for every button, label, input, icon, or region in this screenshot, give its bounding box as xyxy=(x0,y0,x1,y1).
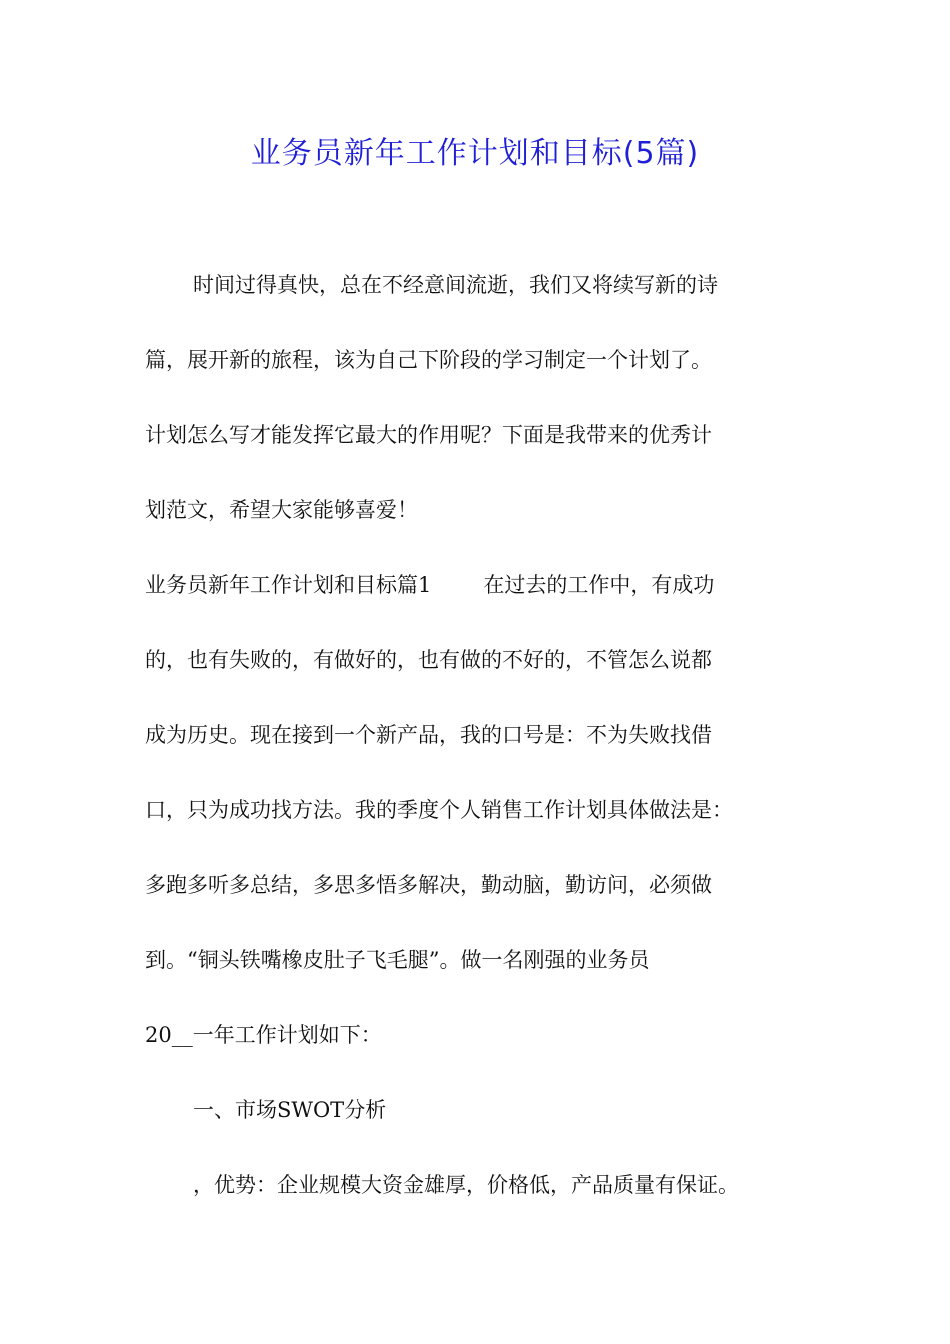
document-body xyxy=(145,262,825,1237)
paragraph-line-start: 在过去的工作中，有成功 xyxy=(483,573,715,597)
paragraph-line: 成为历史。现在接到一个新产品，我的口号是：不为失败找借 xyxy=(145,723,712,747)
paragraph-line: 计划怎么写才能发挥它最大的作用呢？下面是我带来的优秀计 xyxy=(145,423,712,447)
paragraph-line: 多跑多听多总结，多思多悟多解决，勤动脑，勤访问，必须做 xyxy=(145,873,712,897)
paragraph-line: 篇，展开新的旅程，该为自己下阶段的学习制定一个计划了。 xyxy=(145,348,712,372)
paragraph-line: 口，只为成功找方法。我的季度个人销售工作计划具体做法是： xyxy=(145,798,733,822)
paragraph-line: 的，也有失败的，有做好的，也有做的不好的，不管怎么说都 xyxy=(145,648,712,672)
paragraph-line: 到。“铜头铁嘴橡皮肚子飞毛腿”。做一名刚强的业务员 xyxy=(145,948,650,972)
section-heading-line xyxy=(145,562,825,637)
section-heading: 业务员新年工作计划和目标篇1 xyxy=(145,573,432,597)
paragraph-line: 划范文，希望大家能够喜爱！ xyxy=(145,498,418,522)
subsection-heading: 一、市场SWOT分析 xyxy=(193,1098,387,1122)
paragraph-line: 时间过得真快，总在不经意间流逝，我们又将续写新的诗 xyxy=(193,273,718,297)
document-title: 业务员新年工作计划和目标(5篇) xyxy=(250,136,700,171)
paragraph-line: 20__一年工作计划如下： xyxy=(145,1023,382,1047)
paragraph-line: ，优势：企业规模大资金雄厚，价格低，产品质量有保证。 xyxy=(193,1173,739,1197)
